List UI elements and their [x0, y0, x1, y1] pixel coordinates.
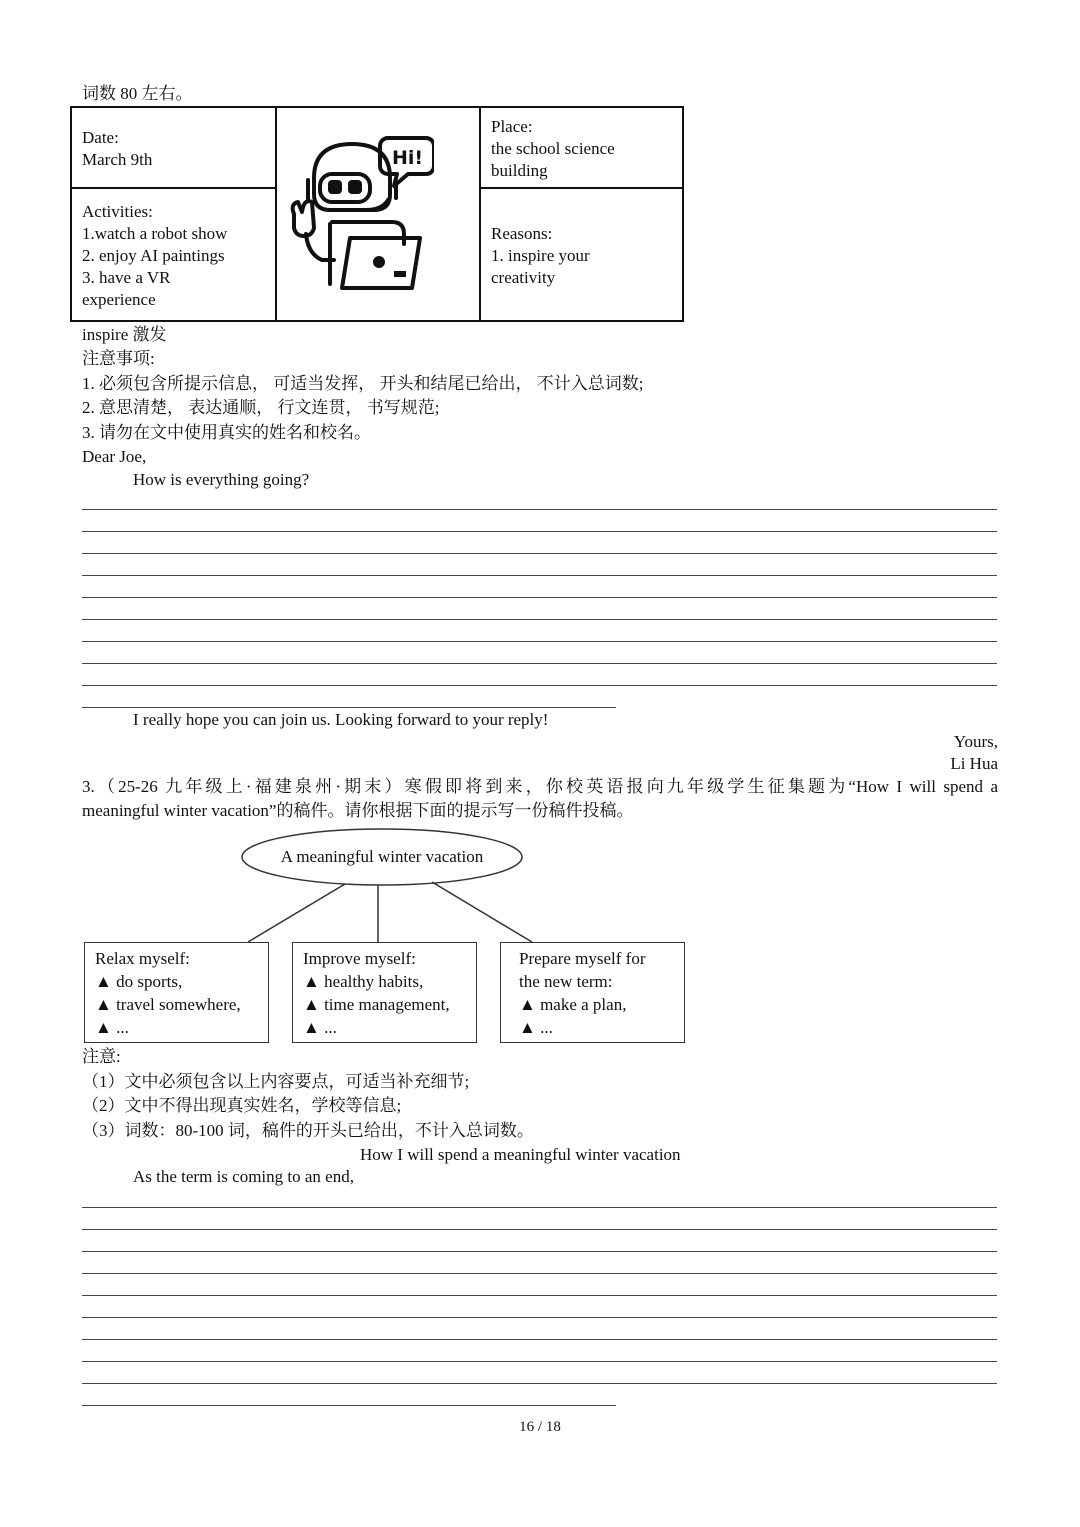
- activity-item: experience: [82, 290, 156, 309]
- word-count-note: 词数 80 左右。: [82, 84, 193, 103]
- relax-box: [84, 942, 269, 1043]
- letter-opening: How is everything going?: [133, 470, 310, 489]
- letter-greeting: Dear Joe,: [82, 447, 147, 466]
- prepare-item: ▲ ...: [519, 1018, 553, 1037]
- page-number: 16 / 18: [519, 1419, 561, 1435]
- task3-note-line: （3）词数：80-100 词，稿件的开头已给出，不计入总词数。: [82, 1121, 534, 1140]
- task3-notes-title: 注意:: [82, 1047, 121, 1066]
- activity-item: 1.watch a robot show: [82, 224, 228, 243]
- date-label: Date:: [82, 128, 119, 147]
- activity-item: 3. have a VR: [82, 268, 171, 287]
- mindmap-title: A meaningful winter vacation: [280, 847, 484, 866]
- vocab-note: inspire 激发: [82, 325, 167, 344]
- robot-speech-text: Hi!: [392, 147, 424, 169]
- date-value: March 9th: [82, 150, 153, 169]
- note-line: 1. 必须包含所提示信息， 可适当发挥， 开头和结尾已给出， 不计入总词数;: [82, 374, 644, 393]
- letter-closing: I really hope you can join us. Looking forward to your reply!: [133, 710, 549, 729]
- relax-item: ▲ ...: [95, 1018, 129, 1037]
- relax-heading: Relax myself:: [95, 949, 190, 968]
- essay-title: How I will spend a meaningful winter vacation: [360, 1145, 681, 1164]
- improve-heading: Improve myself:: [303, 949, 416, 968]
- letter-signoff: Yours,: [953, 732, 998, 751]
- place-line: the school science: [491, 139, 615, 158]
- reason-line: creativity: [491, 268, 556, 287]
- improve-item: ▲ ...: [303, 1018, 337, 1037]
- reason-line: 1. inspire your: [491, 246, 590, 265]
- note-line: 3. 请勿在文中使用真实的姓名和校名。: [82, 423, 371, 442]
- relax-item: ▲ travel somewhere,: [95, 995, 241, 1014]
- place-label: Place:: [491, 117, 533, 136]
- activity-item: 2. enjoy AI paintings: [82, 246, 225, 265]
- task3-note-line: （2）文中不得出现真实姓名，学校等信息;: [82, 1096, 402, 1115]
- note-line: 2. 意思清楚， 表达通顺， 行文连贯， 书写规范;: [82, 398, 440, 417]
- task3-prompt-line2: meaningful winter vacation”的稿件。请你根据下面的提示写一份稿件投稿。: [82, 801, 634, 820]
- task3-note-line: （1）文中必须包含以上内容要点，可适当补充细节;: [82, 1072, 470, 1091]
- task3-prompt-line1: 3.（25-26 九年级上·福建泉州·期末）寒假即将到来，你校英语报向九年级学生征集题为“How I will spend a: [82, 777, 998, 796]
- place-line: building: [491, 161, 548, 180]
- improve-item: ▲ healthy habits,: [303, 972, 424, 991]
- relax-item: ▲ do sports,: [95, 972, 183, 991]
- improve-item: ▲ time management,: [303, 995, 450, 1014]
- notes-title: 注意事项:: [82, 349, 155, 368]
- prepare-heading: Prepare myself for: [519, 949, 646, 968]
- prepare-heading-cont: the new term:: [519, 972, 613, 991]
- reasons-label: Reasons:: [491, 224, 553, 243]
- improve-box: [292, 942, 477, 1043]
- activities-label: Activities:: [82, 202, 153, 221]
- essay-opening: As the term is coming to an end,: [133, 1167, 354, 1186]
- prepare-box: [500, 942, 685, 1043]
- letter-signature: Li Hua: [950, 754, 998, 773]
- prepare-item: ▲ make a plan,: [519, 995, 627, 1014]
